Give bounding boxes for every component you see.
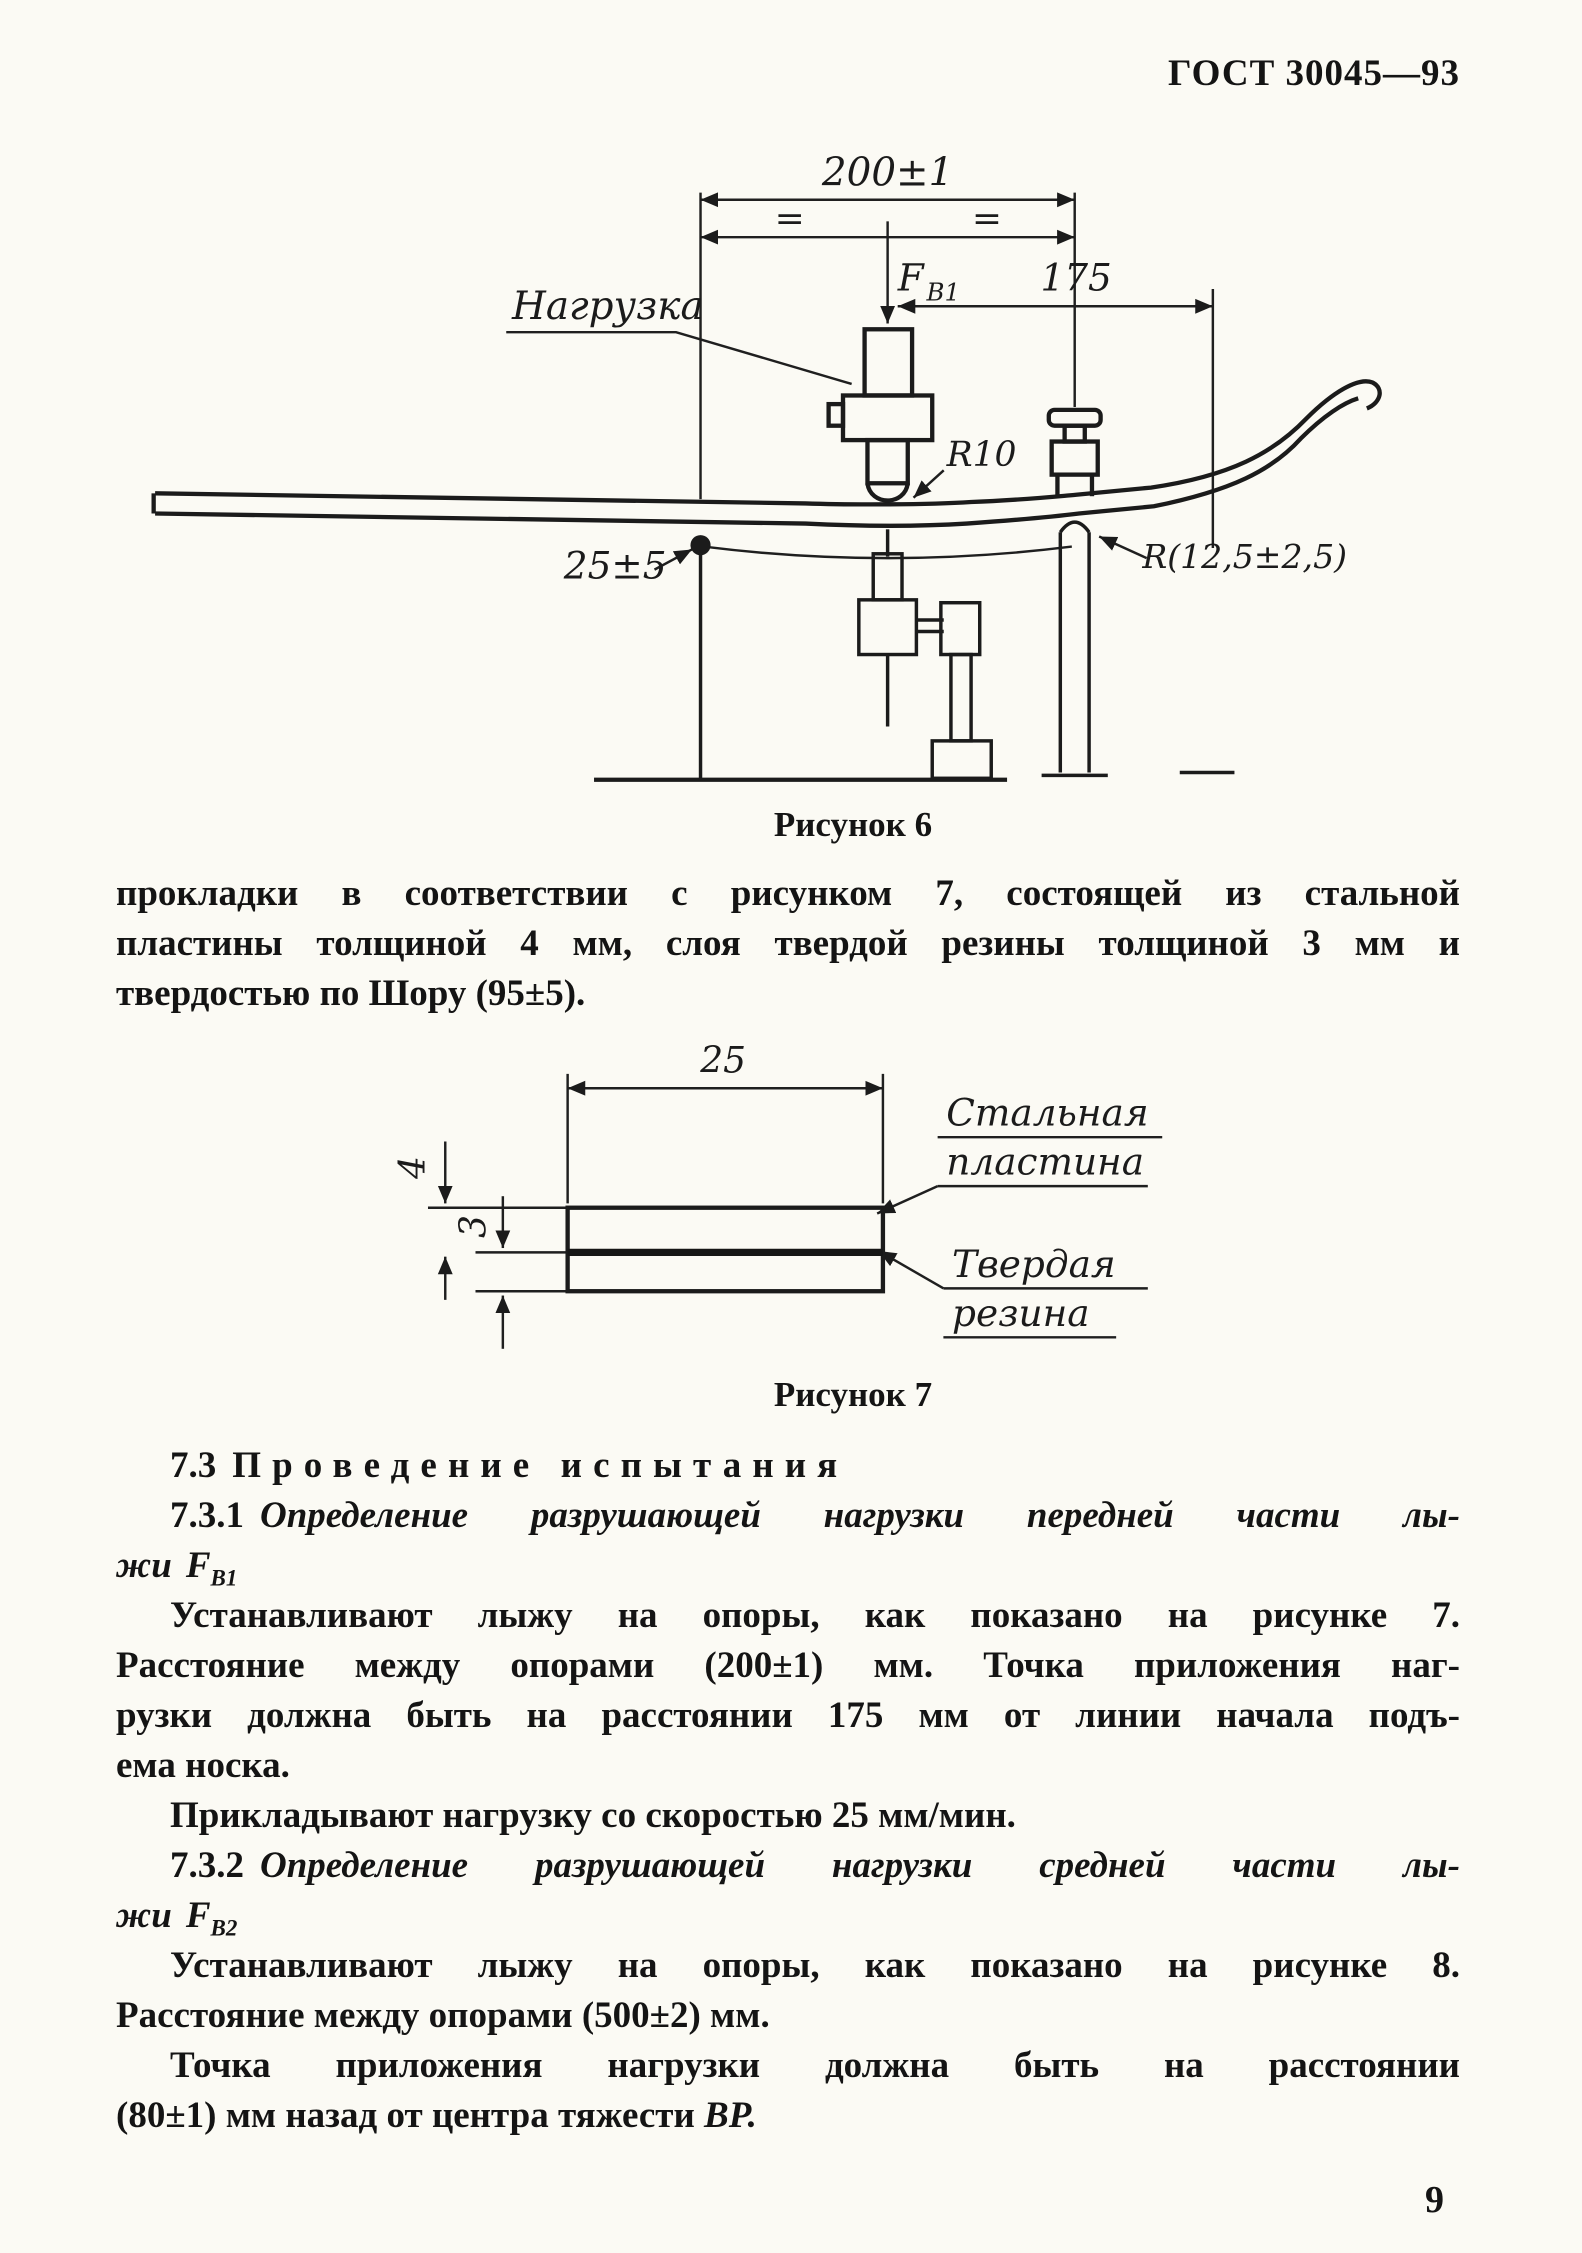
intro-paragraph	[116, 869, 1460, 1019]
paragraph-text: (80±1) мм назад от центра тяжести	[116, 2095, 705, 2136]
support-radius-label: R(12,5±2,5)	[1142, 537, 1348, 577]
dim-175-label: 175	[1040, 255, 1112, 300]
dimension-lines	[506, 193, 1213, 570]
load-apparatus	[829, 329, 933, 500]
figure-7	[356, 1045, 1460, 1369]
r10-label: R10	[946, 435, 1017, 475]
doc-number-header: ГОСТ 30045—93	[1168, 53, 1460, 94]
equal-mark-left: =	[774, 197, 805, 239]
ski-profile	[154, 381, 1380, 525]
subsection-732-heading-line2	[116, 1891, 1460, 1941]
rubber-leader-line	[879, 1251, 944, 1288]
bp-term: ВР.	[704, 2095, 757, 2136]
section-number: 7.3	[170, 1445, 217, 1486]
paragraph-line: Прикладывают нагрузку со скоростью 25 мм/мин.	[170, 1795, 1016, 1836]
force-subscript: В1	[210, 1565, 238, 1591]
force-subscript: В2	[210, 1915, 238, 1941]
subsection-title-part: Определение разрушающей нагрузки передней части лы-	[260, 1495, 1460, 1536]
page-number: 9	[1425, 2179, 1444, 2221]
force-symbol	[185, 1895, 238, 1941]
force-fb1-label: F	[897, 255, 924, 300]
clamp-fixture	[1049, 410, 1101, 496]
subsection-number: 7.3.1	[170, 1495, 244, 1536]
paragraph-line: твердостью по Шору (95±5).	[116, 973, 586, 1014]
steel-label-line1: Стальная	[946, 1090, 1149, 1135]
paragraph-line	[116, 2091, 1460, 2141]
paragraph-line: Расстояние между опорами (200±1) мм. Точка приложения наг-	[116, 1645, 1460, 1686]
paragraph-line: Расстояние между опорами (500±2) мм.	[116, 1995, 770, 2036]
subsection-number: 7.3.2	[170, 1845, 244, 1886]
r10-leader-line	[914, 470, 944, 497]
figure-6	[136, 135, 1460, 797]
plate-section	[568, 1208, 883, 1292]
paragraph-line: прокладки в соответствии с рисунком 7, состоящей из стальной	[116, 873, 1460, 914]
dim-4-label: 4	[393, 1155, 435, 1179]
force-letter: F	[185, 1545, 211, 1586]
hyphenated-word-tail: жи	[116, 1895, 172, 1936]
paragraph-line: ема носка.	[116, 1745, 290, 1786]
dim-25-5-label: 25±5	[563, 543, 667, 588]
paragraph-line: пластины толщиной 4 мм, слоя твердой резины толщиной 3 мм и	[116, 923, 1460, 964]
subsection-title-part: Определение разрушающей нагрузки средней части лы-	[260, 1845, 1460, 1886]
hyphenated-word-tail: жи	[116, 1545, 172, 1586]
load-label: Нагрузка	[512, 284, 704, 330]
force-fb1-subscript: В1	[926, 277, 961, 307]
dim-25-label: 25	[700, 1045, 747, 1082]
section-7-3	[116, 1441, 1460, 2141]
section-heading	[116, 1441, 1460, 1491]
equal-mark-right: =	[971, 197, 1002, 239]
paragraph-line: рузки должна быть на расстоянии 175 мм от линии начала подъ-	[116, 1695, 1460, 1736]
load-leader-line	[506, 332, 851, 384]
figure-7-caption: Рисунок 7	[773, 1375, 933, 1414]
paragraph-line: Точка приложения нагрузки должна быть на расстоянии	[170, 2045, 1460, 2086]
force-letter: F	[185, 1895, 211, 1936]
rubber-label-line2: резина	[952, 1290, 1090, 1335]
gauge-mechanism	[859, 529, 991, 778]
steel-label-line2: пластина	[946, 1139, 1145, 1184]
support-contact-point	[690, 535, 710, 555]
subsection-732-heading-line1	[116, 1841, 1460, 1891]
dim-200-label: 200±1	[821, 150, 954, 196]
subsection-731-heading-line2	[116, 1541, 1460, 1591]
figure-7-drawing	[356, 1045, 1263, 1369]
steel-leader-line	[877, 1186, 937, 1213]
figure-6-drawing	[136, 135, 1432, 797]
subsection-731-heading-line1	[116, 1491, 1460, 1541]
paragraph-line: Устанавливают лыжу на опоры, как показано на рисунке 7.	[170, 1595, 1460, 1636]
force-symbol	[185, 1545, 238, 1591]
dim-3-label: 3	[453, 1214, 495, 1238]
section-title: Проведение испытания	[232, 1445, 849, 1486]
paragraph-line: Устанавливают лыжу на опоры, как показано на рисунке 8.	[170, 1945, 1460, 1986]
rubber-label-line1: Твердая	[952, 1241, 1116, 1286]
load-tip-r10	[867, 483, 907, 500]
figure-6-caption: Рисунок 6	[773, 805, 933, 844]
support-radius-leader-line	[1099, 537, 1146, 559]
